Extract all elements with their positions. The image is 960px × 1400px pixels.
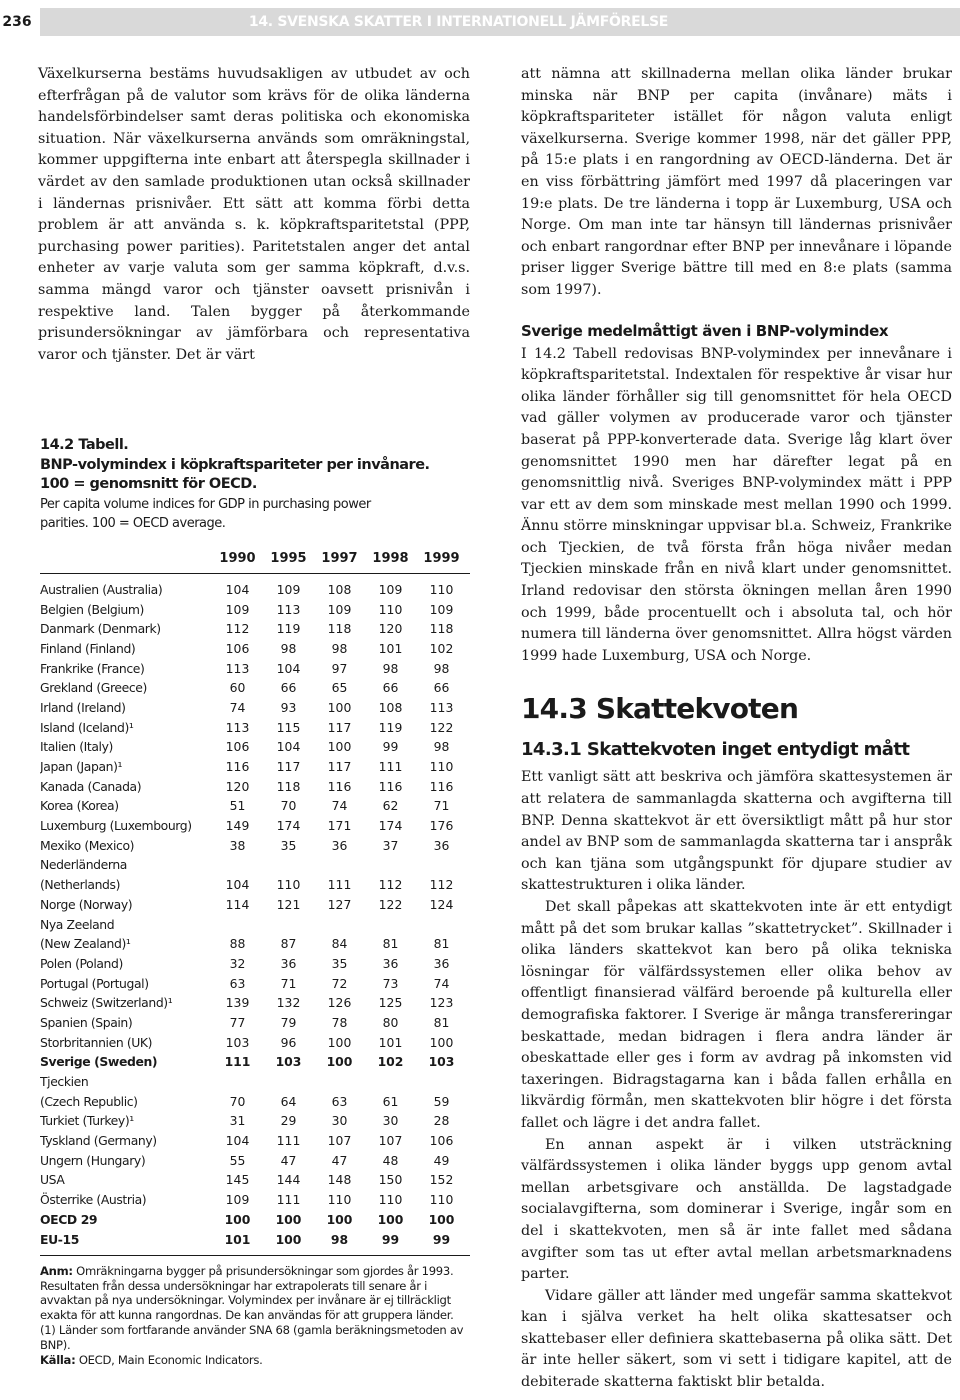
- source-label: Källa:: [40, 1352, 76, 1367]
- subheading: Sverige medelmåttigt även i BNP-volymindex: [521, 321, 889, 340]
- index-value: 98: [330, 1231, 349, 1247]
- table-title-english: Per capita volume indices for GDP in purchasing power: [40, 496, 371, 512]
- country-name: (Netherlands): [40, 877, 120, 893]
- index-value: 97: [331, 660, 348, 676]
- index-value: 112: [225, 621, 250, 637]
- index-value: 125: [378, 995, 403, 1011]
- index-value: 119: [378, 719, 403, 735]
- note-text: Omräkningarna bygger på prisundersökningar som gjordes år 1993. Resultaten från dessa undersökningar har extrapolerats till senare år i avvaktan på nya undersökningar. Volymindex per invånare är ej tillräckligt exakta för att kunna rangordnas. De kan användas för att gruppera länder. (1) Länder som fortfarande använder SNA 68 (gamla beräkningsmetoden av BNP).: [40, 1263, 464, 1352]
- index-value: 109: [276, 581, 301, 597]
- index-value: 104: [225, 1133, 250, 1149]
- table-row: [40, 796, 470, 816]
- right-paragraph-2: I 14.2 Tabell redovisas BNP-volymindex per innevånare i köpkraftsparitetstal. Indextalen för respektive år visar hur olika länder förhåller sig till genomsnittet för hela OECD vad gäller volymen av producerade varor och tjänster baserat på PPP-konverterade data. Sverige låg klart över genomsnittet 1990 men har därefter legat på en genomsnittlig nivå. Sveriges BNP-volymindex mätt i PPP var ett av dem som minskade mest mellan 1990 och 1999. Ännu större minskningar uppvisar bl.a. Schweiz, Frankrike och Tjeckien, de två första från höga nivåer medan Tjeckien minskade från en nivå klart under genomsnittet. Irland redovisar den största ökningen mellan åren 1990 och 1999, både procentuellt och i absoluta tal, och hör numera till länderna över genomsnittet. Allra högst värden 1999 hade Luxemburg, USA och Norge.: [521, 345, 952, 664]
- left-column: [38, 64, 470, 366]
- index-value: 60: [229, 680, 246, 696]
- index-value: 100: [428, 1211, 455, 1227]
- index-value: 145: [225, 1172, 250, 1188]
- country-name: USA: [40, 1172, 65, 1188]
- table-row: [40, 855, 470, 875]
- index-value: 111: [378, 759, 403, 775]
- index-value: 119: [276, 621, 301, 637]
- index-value: 100: [275, 1231, 302, 1247]
- index-value: 118: [276, 778, 301, 794]
- table-row: [40, 678, 470, 698]
- year-header: 1995: [270, 551, 307, 566]
- index-value: 81: [382, 936, 399, 952]
- country-name: Portugal (Portugal): [40, 975, 149, 991]
- index-value: 132: [276, 995, 301, 1011]
- index-value: 106: [225, 640, 250, 656]
- table-row: [40, 639, 470, 659]
- index-value: 71: [433, 798, 450, 814]
- country-name: Irland (Ireland): [40, 699, 126, 715]
- index-value: 109: [225, 601, 250, 617]
- year-header: 1990: [219, 551, 256, 566]
- index-value: 98: [433, 660, 450, 676]
- index-value: 111: [276, 1133, 301, 1149]
- country-name: Österrike (Austria): [40, 1192, 147, 1208]
- index-value: 110: [378, 601, 403, 617]
- chapter-header-bar: [40, 8, 960, 36]
- right-column: [521, 64, 952, 1394]
- index-value: 51: [229, 798, 246, 814]
- table-bottom-rule: [40, 1255, 470, 1256]
- index-value: 100: [326, 1211, 353, 1227]
- country-name: Frankrike (France): [40, 660, 145, 676]
- chapter-title: 14. SVENSKA SKATTER I INTERNATIONELL JÄMFÖRELSE: [248, 14, 668, 30]
- index-value: 117: [276, 759, 301, 775]
- index-value: 47: [280, 1152, 297, 1168]
- table-row: [40, 599, 470, 619]
- country-name: (New Zealand)¹: [40, 936, 131, 952]
- index-value: 122: [378, 896, 403, 912]
- right-paragraph-6: Vidare gäller att länder med ungefär samma skattekvot kan i själva verket ha helt olika skattesatser och skattebaser eller definiera skattebaserna på olika sätt. Det är inte heller säkert, som vi sett i tidigare kapitel, att de debiterade skatterna faktiskt blir betalda.: [521, 1287, 952, 1391]
- index-value: 106: [225, 739, 250, 755]
- index-value: 122: [429, 719, 454, 735]
- index-value: 115: [276, 719, 301, 735]
- country-name: Australien (Australia): [40, 581, 163, 597]
- index-value: 139: [225, 995, 250, 1011]
- table-row: [40, 934, 470, 954]
- country-name: Ungern (Hungary): [40, 1152, 146, 1168]
- right-paragraph-5: En annan aspekt är i vilken utsträckning välfärdssystemen i olika länder byggs upp genom avtal mellan arbetsgivare och anställda. De lagstadgade socialavgifterna, som dominerar i Sverige, ingår som en del i skattekvoten, men så är inte fallet med sådana avgifter som tas ut efter avtal mellan arbetsmarknadens parter.: [521, 1136, 952, 1283]
- index-value: 106: [429, 1133, 454, 1149]
- index-value: 66: [382, 680, 399, 696]
- index-value: 113: [276, 601, 301, 617]
- index-value: 174: [378, 818, 403, 834]
- index-value: 174: [276, 818, 301, 834]
- table-body: [40, 580, 470, 1249]
- country-name: EU-15: [40, 1231, 79, 1247]
- table-row: [40, 1229, 470, 1249]
- country-name: Grekland (Greece): [40, 680, 147, 696]
- index-value: 101: [378, 640, 403, 656]
- table-row: [40, 1210, 470, 1230]
- index-value: 110: [429, 759, 454, 775]
- index-value: 36: [331, 837, 348, 853]
- country-name: Island (Iceland)¹: [40, 719, 134, 735]
- table-row: [40, 1013, 470, 1033]
- index-value: 102: [377, 1054, 404, 1070]
- table-row: [40, 1052, 470, 1072]
- country-name: Italien (Italy): [40, 739, 113, 755]
- table-header-rule: [40, 573, 470, 574]
- country-name: Luxemburg (Luxembourg): [40, 818, 192, 834]
- index-value: 117: [327, 759, 352, 775]
- index-value: 114: [225, 896, 250, 912]
- index-value: 93: [280, 699, 297, 715]
- year-header: 1999: [423, 551, 460, 566]
- country-name: Korea (Korea): [40, 798, 119, 814]
- index-value: 100: [327, 739, 352, 755]
- index-value: 101: [378, 1034, 403, 1050]
- country-name: Storbritannien (UK): [40, 1034, 153, 1050]
- index-value: 79: [280, 1014, 297, 1030]
- left-paragraph: Växelkurserna bestäms huvudsakligen av utbudet av och efterfrågan på de valutor som krävs för de olika länderna handelsförbindelser samt deras politiska och ekonomiska situation. När växelkurserna används som omräkningstal, kommer uppgifterna inte enbart att återspegla skillnader i värdet av den samlade produktionen utan också skillnader i ländernas prisnivåer. Ett sätt att komma förbi detta problem är att använda s. k. köpkraftsparitetstal (PPP, purchasing power parities). Paritetstalen anger det antal enheter av varje valuta som ger samma köpkraft, d.v.s. samma mängd varor och tjänster oavsett prisnivån i respektive land. Talen bygger på återkommande prisundersökningar av jämförbara och representativa varor och tjänster. Det är värt: [38, 66, 470, 363]
- index-value: 49: [433, 1152, 450, 1168]
- table-row: [40, 658, 470, 678]
- table-row: [40, 1170, 470, 1190]
- index-value: 109: [225, 1192, 250, 1208]
- index-value: 100: [275, 1211, 302, 1227]
- country-name: Japan (Japan)¹: [40, 759, 123, 775]
- index-value: 120: [378, 621, 403, 637]
- index-value: 111: [276, 1192, 301, 1208]
- index-value: 103: [225, 1034, 250, 1050]
- table-row: [40, 1190, 470, 1210]
- index-value: 104: [225, 581, 250, 597]
- index-value: 107: [327, 1133, 352, 1149]
- table-row: [40, 698, 470, 718]
- index-value: 110: [276, 877, 301, 893]
- index-value: 62: [382, 798, 399, 814]
- table-row: [40, 1072, 470, 1092]
- country-name: Spanien (Spain): [40, 1014, 133, 1030]
- index-value: 47: [331, 1152, 348, 1168]
- subsection-title: 14.3.1 Skattekvoten inget entydigt mått: [521, 739, 910, 761]
- index-value: 55: [229, 1152, 246, 1168]
- index-value: 126: [327, 995, 352, 1011]
- index-value: 113: [429, 699, 454, 715]
- index-value: 32: [229, 955, 246, 971]
- country-name: Nederländerna: [40, 857, 127, 873]
- index-value: 98: [280, 640, 297, 656]
- index-value: 29: [280, 1113, 297, 1129]
- index-value: 113: [225, 660, 250, 676]
- index-value: 30: [331, 1113, 348, 1129]
- index-value: 108: [378, 699, 403, 715]
- index-value: 116: [378, 778, 403, 794]
- index-value: 117: [327, 719, 352, 735]
- index-value: 36: [280, 955, 297, 971]
- index-value: 61: [382, 1093, 399, 1109]
- country-name: Norge (Norway): [40, 896, 133, 912]
- index-value: 100: [429, 1034, 454, 1050]
- table-row: [40, 973, 470, 993]
- index-value: 148: [327, 1172, 352, 1188]
- index-value: 112: [429, 877, 454, 893]
- table-title-base: 100 = genomsnitt för OECD.: [40, 476, 257, 492]
- index-value: 28: [433, 1113, 450, 1129]
- page-header: [0, 0, 960, 44]
- index-value: 73: [382, 975, 399, 991]
- country-name: Turkiet (Turkey)¹: [40, 1113, 134, 1129]
- note-label: Anm:: [40, 1263, 73, 1278]
- index-value: 101: [224, 1231, 251, 1247]
- table-row: [40, 954, 470, 974]
- index-value: 63: [331, 1093, 348, 1109]
- index-value: 64: [280, 1093, 297, 1109]
- index-value: 38: [229, 837, 246, 853]
- index-value: 116: [429, 778, 454, 794]
- index-value: 70: [229, 1093, 246, 1109]
- index-value: 36: [433, 837, 450, 853]
- index-value: 98: [433, 739, 450, 755]
- page-number: 236: [2, 14, 32, 30]
- index-value: 59: [433, 1093, 450, 1109]
- index-value: 149: [225, 818, 250, 834]
- index-value: 36: [433, 955, 450, 971]
- right-paragraph-4: Det skall påpekas att skattekvoten inte är ett entydigt mått på det som brukar kallas ”skattetrycket”. Skillnader i olika länders skattekvot kan bero på olika tekniska lösningar för välfärdssystemen eller olika behov av offentligt finansierad välfärd beroende på kulturella eller demografiska faktorer. I Sverige är många transfereringar beskattade, medan bidragen i flera andra länder är obeskattade eller ges i form av avdrag på inkomsten vid taxeringen. Bidragstagarna kan i båda fallen erhålla en likvärdig förmån, men skattekvoten blir högre i det första fallet och lägre i det andra fallet.: [521, 899, 952, 1131]
- index-value: 65: [331, 680, 348, 696]
- index-value: 108: [327, 581, 352, 597]
- index-value: 99: [432, 1231, 451, 1247]
- table-row: [40, 993, 470, 1013]
- index-value: 116: [327, 778, 352, 794]
- country-name: Sverige (Sweden): [40, 1054, 158, 1070]
- index-value: 100: [326, 1054, 353, 1070]
- index-value: 99: [381, 1231, 400, 1247]
- country-name: Schweiz (Switzerland)¹: [40, 995, 173, 1011]
- index-value: 176: [429, 818, 454, 834]
- index-value: 103: [428, 1054, 455, 1070]
- index-value: 81: [433, 1014, 450, 1030]
- index-value: 48: [382, 1152, 399, 1168]
- table-row: [40, 619, 470, 639]
- country-name: Nya Zeeland: [40, 916, 115, 932]
- index-value: 88: [229, 936, 246, 952]
- table-row: [40, 816, 470, 836]
- index-value: 78: [331, 1014, 348, 1030]
- table-title-english-2: parities. 100 = OECD average.: [40, 515, 226, 531]
- index-value: 74: [229, 699, 246, 715]
- index-value: 87: [280, 936, 297, 952]
- index-value: 110: [429, 1192, 454, 1208]
- index-value: 70: [280, 798, 297, 814]
- index-value: 144: [276, 1172, 301, 1188]
- index-value: 121: [276, 896, 301, 912]
- index-value: 110: [378, 1192, 403, 1208]
- index-value: 98: [331, 640, 348, 656]
- index-value: 123: [429, 995, 454, 1011]
- index-value: 104: [225, 877, 250, 893]
- country-name: Tyskland (Germany): [40, 1133, 157, 1149]
- country-name: Kanada (Canada): [40, 778, 142, 794]
- source-text: OECD, Main Economic Indicators.: [78, 1352, 263, 1367]
- right-paragraph-3: Ett vanligt sätt att beskriva och jämföra skattesystemen är att relatera de sammanlagda skatterna och avgifterna till BNP. Denna skattekvot är ett översiktligt mått på hur stor andel av BNP som de sammanlagda skatterna tar i anspråk och kan tjäna som utgångspunkt för djupare studier av skattestrukturen i olika länder.: [521, 769, 952, 894]
- index-value: 77: [229, 1014, 246, 1030]
- country-name: Belgien (Belgium): [40, 601, 144, 617]
- table-title: BNP-volymindex i köpkraftspariteter per invånare.: [40, 456, 430, 473]
- index-value: 118: [429, 621, 454, 637]
- index-value: 100: [224, 1211, 251, 1227]
- index-value: 102: [429, 640, 454, 656]
- index-value: 127: [327, 896, 352, 912]
- index-value: 100: [327, 1034, 352, 1050]
- index-value: 109: [378, 581, 403, 597]
- index-value: 63: [229, 975, 246, 991]
- index-value: 116: [225, 759, 250, 775]
- index-value: 118: [327, 621, 352, 637]
- index-value: 100: [327, 699, 352, 715]
- table-row: [40, 757, 470, 777]
- country-name: OECD 29: [40, 1211, 98, 1227]
- index-value: 110: [327, 1192, 352, 1208]
- table-row: [40, 895, 470, 915]
- table-row: [40, 1091, 470, 1111]
- index-value: 35: [280, 837, 297, 853]
- table-header-row: [40, 549, 470, 569]
- index-value: 109: [429, 601, 454, 617]
- index-value: 152: [429, 1172, 454, 1188]
- index-value: 107: [378, 1133, 403, 1149]
- table-row: [40, 580, 470, 600]
- table-row: [40, 737, 470, 757]
- year-header: 1997: [321, 551, 358, 566]
- year-header: 1998: [372, 551, 409, 566]
- table-row: [40, 717, 470, 737]
- index-value: 120: [225, 778, 250, 794]
- table-14-2: [40, 436, 470, 1367]
- table-row: [40, 1150, 470, 1170]
- index-value: 100: [377, 1211, 404, 1227]
- index-value: 66: [433, 680, 450, 696]
- section-title: 14.3 Skattekvoten: [521, 692, 799, 726]
- index-value: 35: [331, 955, 348, 971]
- country-name: Polen (Poland): [40, 955, 123, 971]
- table-number: 14.2 Tabell.: [40, 437, 129, 453]
- index-value: 112: [378, 877, 403, 893]
- table-row: [40, 1111, 470, 1131]
- index-value: 31: [229, 1113, 246, 1129]
- country-name: Danmark (Denmark): [40, 621, 161, 637]
- country-name: (Czech Republic): [40, 1093, 138, 1109]
- index-value: 37: [382, 837, 399, 853]
- index-value: 110: [429, 581, 454, 597]
- index-value: 72: [331, 975, 348, 991]
- index-value: 104: [276, 739, 301, 755]
- index-value: 171: [327, 818, 352, 834]
- index-value: 124: [429, 896, 454, 912]
- index-value: 98: [382, 660, 399, 676]
- country-name: Tjeckien: [40, 1074, 89, 1090]
- index-value: 30: [382, 1113, 399, 1129]
- index-value: 66: [280, 680, 297, 696]
- index-value: 74: [331, 798, 348, 814]
- index-value: 113: [225, 719, 250, 735]
- index-value: 80: [382, 1014, 399, 1030]
- table-row: [40, 914, 470, 934]
- country-name: Finland (Finland): [40, 640, 136, 656]
- index-value: 109: [327, 601, 352, 617]
- table-row: [40, 1131, 470, 1151]
- index-value: 36: [382, 955, 399, 971]
- index-value: 103: [275, 1054, 302, 1070]
- table-source: [40, 1353, 470, 1368]
- index-value: 111: [224, 1054, 251, 1070]
- index-value: 150: [378, 1172, 403, 1188]
- table-note: [40, 1264, 470, 1353]
- table-row: [40, 875, 470, 895]
- index-value: 111: [327, 877, 352, 893]
- table-row: [40, 776, 470, 796]
- index-value: 96: [280, 1034, 297, 1050]
- index-value: 81: [433, 936, 450, 952]
- index-value: 71: [280, 975, 297, 991]
- table-row: [40, 835, 470, 855]
- right-paragraph-1: att nämna att skillnaderna mellan olika länder brukar minska när BNP per capita (invånare) mäts i köpkraftspariteter istället för någon valuta enligt växelkurserna. Sverige kommer 1998, när det gäller PPP, på 15:e plats i en rangordning av OECD-länderna. Det är en viss förbättring jämfört med 1997 då placeringen var 19:e plats. De tre länderna i topp är Luxemburg, USA och Norge. Om man inte tar hänsyn till ländernas prisnivåer och enbart rangordnar efter BNP per innevånare i löpande priser ligger Sverige bättre till med en 8:e plats (samma som 1997).: [521, 66, 952, 298]
- index-value: 84: [331, 936, 348, 952]
- index-value: 99: [382, 739, 399, 755]
- index-value: 104: [276, 660, 301, 676]
- country-name: Mexiko (Mexico): [40, 837, 135, 853]
- index-value: 74: [433, 975, 450, 991]
- table-row: [40, 1032, 470, 1052]
